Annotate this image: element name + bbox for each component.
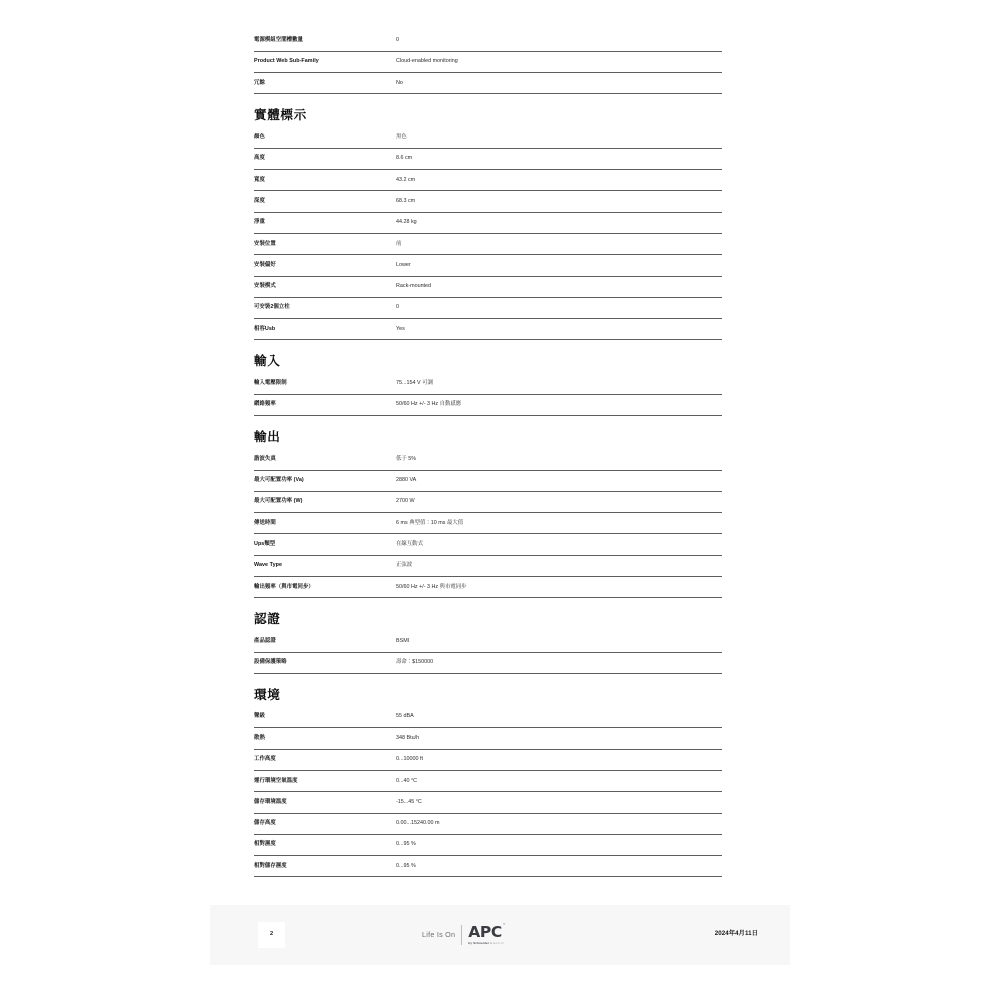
spec-label: 最大可配置功率 (W) — [254, 491, 396, 512]
spec-value: 0.00...15240.00 m — [396, 813, 722, 834]
section-heading-row — [254, 674, 722, 707]
apc-sublabel — [468, 942, 504, 945]
spec-value: Cloud-enabled monitoring — [396, 51, 722, 72]
spec-label: 寬度 — [254, 170, 396, 191]
table-row — [254, 319, 722, 340]
spec-label: 輸入電壓限制 — [254, 373, 396, 394]
table-row — [254, 127, 722, 148]
spec-value: 50/60 Hz +/- 3 Hz 與市電同步 — [396, 577, 722, 598]
spec-label: 輸出頻率（與市電同步） — [254, 577, 396, 598]
apc-wordmark — [468, 922, 506, 941]
section-heading-cell — [254, 416, 722, 449]
brand-tagline — [422, 931, 461, 938]
spec-label: 諧波失真 — [254, 449, 396, 470]
section-heading-row — [254, 340, 722, 373]
table-row — [254, 449, 722, 470]
spec-value: 壽命：$150000 — [396, 652, 722, 673]
spec-value: 55 dBA — [396, 707, 722, 728]
spec-label: 高度 — [254, 148, 396, 169]
spec-value: 8.6 cm — [396, 148, 722, 169]
spec-value: 0...40 °C — [396, 770, 722, 791]
spec-label: 冗餘 — [254, 73, 396, 94]
table-row — [254, 707, 722, 728]
section-heading-cell — [254, 674, 722, 707]
section-heading: 輸入 — [254, 354, 281, 369]
table-row — [254, 233, 722, 254]
spec-label: 相容Usb — [254, 319, 396, 340]
table-row — [254, 813, 722, 834]
spec-value: 0...95 % — [396, 856, 722, 877]
spec-value: 348 Btu/h — [396, 728, 722, 749]
table-row — [254, 792, 722, 813]
table-row — [254, 394, 722, 415]
specifications-table — [254, 30, 722, 877]
spec-label: Ups類型 — [254, 534, 396, 555]
spec-label: 相對濕度 — [254, 834, 396, 855]
spec-label: 安裝模式 — [254, 276, 396, 297]
spec-value: Rack-mounted — [396, 276, 722, 297]
section-heading-cell — [254, 598, 722, 631]
spec-label: Wave Type — [254, 555, 396, 576]
spec-value: No — [396, 73, 722, 94]
spec-value: Yes — [396, 319, 722, 340]
spec-label: 深度 — [254, 191, 396, 212]
spec-value: BSMI — [396, 631, 722, 652]
table-row — [254, 749, 722, 770]
table-row — [254, 856, 722, 877]
spec-value: 在線互動式 — [396, 534, 722, 555]
section-heading-row — [254, 416, 722, 449]
spec-label: 最大可配置功率 (Va) — [254, 470, 396, 491]
table-row — [254, 373, 722, 394]
spec-value: 0 — [396, 30, 722, 51]
table-row — [254, 276, 722, 297]
trademark-icon: ™ — [502, 922, 506, 927]
spec-value: 50/60 Hz +/- 3 Hz 自動感應 — [396, 394, 722, 415]
spec-value: 75...154 V 可調 — [396, 373, 722, 394]
spec-label: 工作高度 — [254, 749, 396, 770]
page-footer — [210, 905, 790, 965]
brand-tagline-text: Life Is On — [422, 930, 456, 940]
section-heading-row — [254, 94, 722, 127]
spec-label: 電源模組空閒槽數量 — [254, 30, 396, 51]
table-row — [254, 51, 722, 72]
section-heading: 認證 — [254, 612, 281, 627]
spec-label: 安裝位置 — [254, 233, 396, 254]
section-heading: 輸出 — [254, 430, 281, 445]
table-row — [254, 191, 722, 212]
spec-label: 可安裝2個立柱 — [254, 297, 396, 318]
apc-logo — [468, 922, 506, 945]
spec-label: 儲存高度 — [254, 813, 396, 834]
logo-divider — [461, 925, 462, 945]
spec-label: 顏色 — [254, 127, 396, 148]
brand-logo-block — [422, 924, 504, 946]
table-row — [254, 513, 722, 534]
table-row — [254, 770, 722, 791]
table-row — [254, 73, 722, 94]
table-row — [254, 212, 722, 233]
spec-label: Product Web Sub-Family — [254, 51, 396, 72]
spec-value: 43.2 cm — [396, 170, 722, 191]
spec-label: 聲級 — [254, 707, 396, 728]
spec-value: Lower — [396, 255, 722, 276]
table-row — [254, 577, 722, 598]
spec-value: 0...95 % — [396, 834, 722, 855]
spec-label: 運行環境空氣溫度 — [254, 770, 396, 791]
section-heading-cell — [254, 94, 722, 127]
apc-wordmark-text: APC — [468, 922, 502, 941]
table-row — [254, 491, 722, 512]
table-row — [254, 631, 722, 652]
spec-label: 設備保護策略 — [254, 652, 396, 673]
table-row — [254, 834, 722, 855]
apc-sublabel-prefix: by Schneider — [468, 940, 490, 945]
spec-value: 0 — [396, 297, 722, 318]
spec-content — [254, 30, 722, 877]
spec-value: 2700 W — [396, 491, 722, 512]
spec-label: 安裝偏好 — [254, 255, 396, 276]
spec-label: 相對儲存濕度 — [254, 856, 396, 877]
spec-value: 低于 5% — [396, 449, 722, 470]
spec-label: 傳送時間 — [254, 513, 396, 534]
table-row — [254, 534, 722, 555]
spec-value: 44.28 kg — [396, 212, 722, 233]
spec-value: 6 ms 典型值：10 ms 最大值 — [396, 513, 722, 534]
spec-label: 淨重 — [254, 212, 396, 233]
table-row — [254, 255, 722, 276]
spec-value: 0...10000 ft — [396, 749, 722, 770]
table-row — [254, 728, 722, 749]
spec-label: 網絡頻率 — [254, 394, 396, 415]
section-heading: 實體標示 — [254, 108, 307, 123]
page-number: 2 — [269, 931, 274, 938]
spec-label: 產品認證 — [254, 631, 396, 652]
table-row — [254, 555, 722, 576]
section-heading-cell — [254, 340, 722, 373]
section-heading: 環境 — [254, 688, 281, 702]
table-row — [254, 30, 722, 51]
table-row — [254, 652, 722, 673]
spec-label: 散熱 — [254, 728, 396, 749]
page-number-box — [258, 922, 285, 948]
spec-value: 68.3 cm — [396, 191, 722, 212]
table-row — [254, 148, 722, 169]
table-row — [254, 170, 722, 191]
spec-value: 前 — [396, 233, 722, 254]
section-heading-row — [254, 598, 722, 631]
spec-value: 黑色 — [396, 127, 722, 148]
spec-label: 儲存環境溫度 — [254, 792, 396, 813]
apc-sublabel-suffix: Electric — [490, 940, 505, 945]
spec-value: 正弦波 — [396, 555, 722, 576]
table-row — [254, 297, 722, 318]
spec-value: 2880 VA — [396, 470, 722, 491]
spec-value: -15...45 °C — [396, 792, 722, 813]
table-row — [254, 470, 722, 491]
footer-date: 2024年4月11日 — [714, 930, 758, 937]
